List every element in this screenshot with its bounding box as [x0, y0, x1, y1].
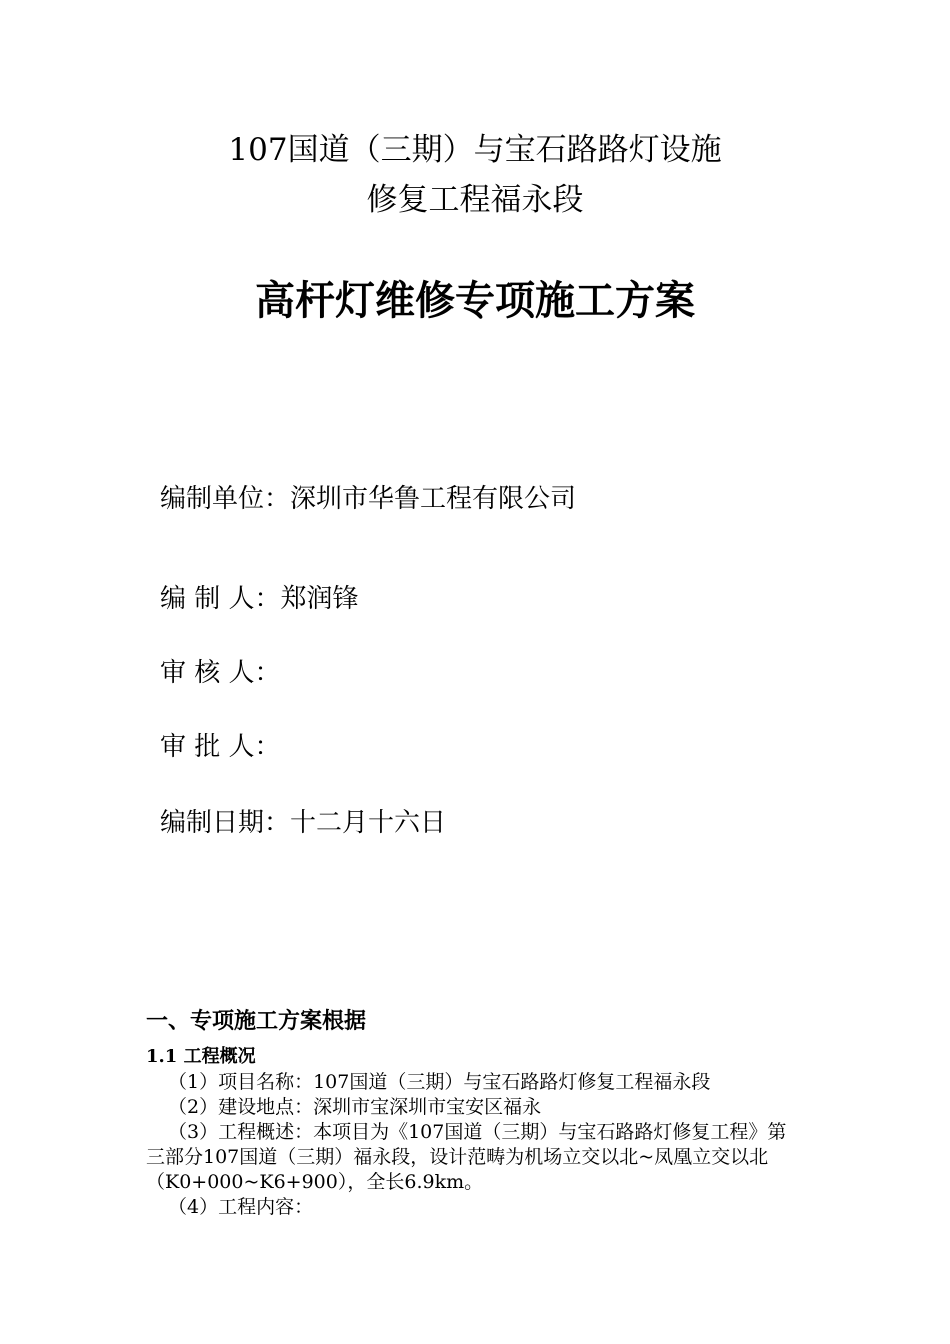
unit-label: 编制单位： — [160, 484, 291, 514]
unit-value: 深圳市华鲁工程有限公司 — [290, 484, 577, 514]
info-date — [160, 806, 446, 840]
overview-item-1: （1）项目名称：107国道（三期）与宝石路路灯修复工程福永段 — [168, 1071, 711, 1093]
approver-label: 审 批 人： — [160, 732, 281, 762]
project-title-line-2: 修复工程福永段 — [366, 182, 584, 218]
section-1-1-heading: 1.1 工程概况 — [146, 1046, 256, 1067]
section-1-heading: 一、专项施工方案根据 — [146, 1008, 367, 1034]
author-label: 编 制 人： — [160, 584, 281, 614]
info-unit — [160, 482, 576, 516]
overview-item-4: （4）工程内容： — [168, 1196, 314, 1218]
date-value: 十二月十六日 — [290, 808, 447, 838]
overview-item-3: （3）工程概述：本项目为《107国道（三期）与宝石路路灯修复工程》第三部分107国道（三期）福永段，设计范畴为机场立交以北~凤凰立交以北（K0+000~K6+900），全长6.9km。 — [146, 1121, 787, 1193]
project-title-line-1: 107国道（三期）与宝石路路灯设施 — [228, 132, 722, 168]
overview-item-2: （2）建设地点：深圳市宝深圳市宝安区福永 — [168, 1096, 542, 1118]
section-1-1-body — [146, 1070, 796, 1220]
main-title: 高杆灯维修专项施工方案 — [255, 277, 695, 324]
author-value: 郑润锋 — [280, 584, 359, 614]
info-approver — [160, 730, 281, 764]
info-author — [160, 582, 359, 616]
info-reviewer — [160, 656, 281, 690]
date-label: 编制日期： — [160, 808, 291, 838]
reviewer-label: 审 核 人： — [160, 658, 281, 688]
